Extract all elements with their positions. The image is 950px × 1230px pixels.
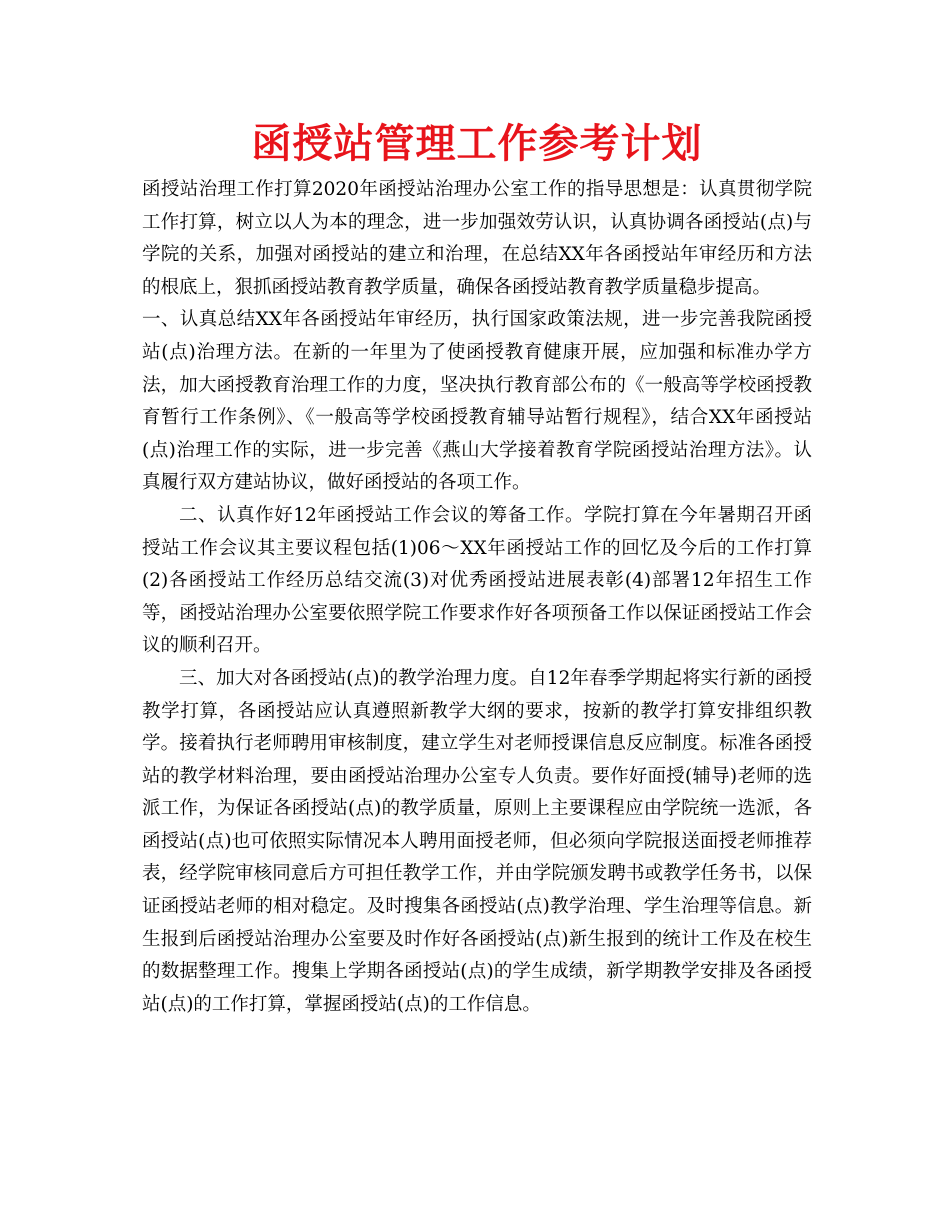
paragraph-section-3: 三、加大对各函授站(点)的教学治理力度。自12年春季学期起将实行新的函授教学打算，各函授站应认真遵照新教学大纲的要求，按新的教学打算安排组织教学。接着执行老师聘用审核制度，建立学生对老师授课信息反应制度。标准各函授站的教学材料治理，要由函授站治理办公室专人负责。要作好面授(辅导)老师的选派工作，为保证各函授站(点)的教学质量，原则上主要课程应由学院统一选派，各函授站(点)也可依照实际情况本人聘用面授老师，但必须向学院报送面授老师推荐表，经学院审核同意后方可担任教学工作，并由学院颁发聘书或教学任务书，以保证函授站老师的相对稳定。及时搜集各函授站(点)教学治理、学生治理等信息。新生报到后函授站治理办公室要及时作好各函授站(点)新生报到的统计工作及在校生的数据整理工作。搜集上学期各函授站(点)的学生成绩，新学期教学安排及各函授站(点)的工作打算，掌握函授站(点)的工作信息。 (142, 667, 812, 1015)
document-title: 函授站管理工作参考计划 (251, 120, 703, 167)
paragraph-section-1: 一、认真总结XX年各函授站年审经历，执行国家政策法规，进一步完善我院函授站(点)治理方法。在新的一年里为了使函授教育健康开展，应加强和标准办学方法，加大函授教育治理工作的力度，坚决执行教育部公布的《一般高等学校函授教育暂行工作条例》、《一般高等学校函授教育辅导站暂行规程》，结合XX年函授站(点)治理工作的实际，进一步完善《燕山大学接着教育学院函授站治理方法》。认真履行双方建站协议，做好函授站的各项工作。 (142, 309, 812, 494)
paragraph-section-2: 二、认真作好12年函授站工作会议的筹备工作。学院打算在今年暑期召开函授站工作会议其主要议程包括(1)06～XX年函授站工作的回忆及今后的工作打算(2)各函授站工作经历总结交流(3)对优秀函授站进展表彰(4)部署12年招生工作等，函授站治理办公室要依照学院工作要求作好各项预备工作以保证函授站工作会议的顺利召开。 (142, 504, 812, 657)
paragraph-intro: 函授站治理工作打算2020年函授站治理办公室工作的指导思想是：认真贯彻学院工作打算，树立以人为本的理念，进一步加强效劳认识，认真协调各函授站(点)与学院的关系，加强对函授站的建立和治理，在总结XX年各函授站年审经历和方法的根底上，狠抓函授站教育教学质量，确保各函授站教育教学质量稳步提高。 (142, 179, 812, 298)
document-page (142, 116, 812, 1021)
